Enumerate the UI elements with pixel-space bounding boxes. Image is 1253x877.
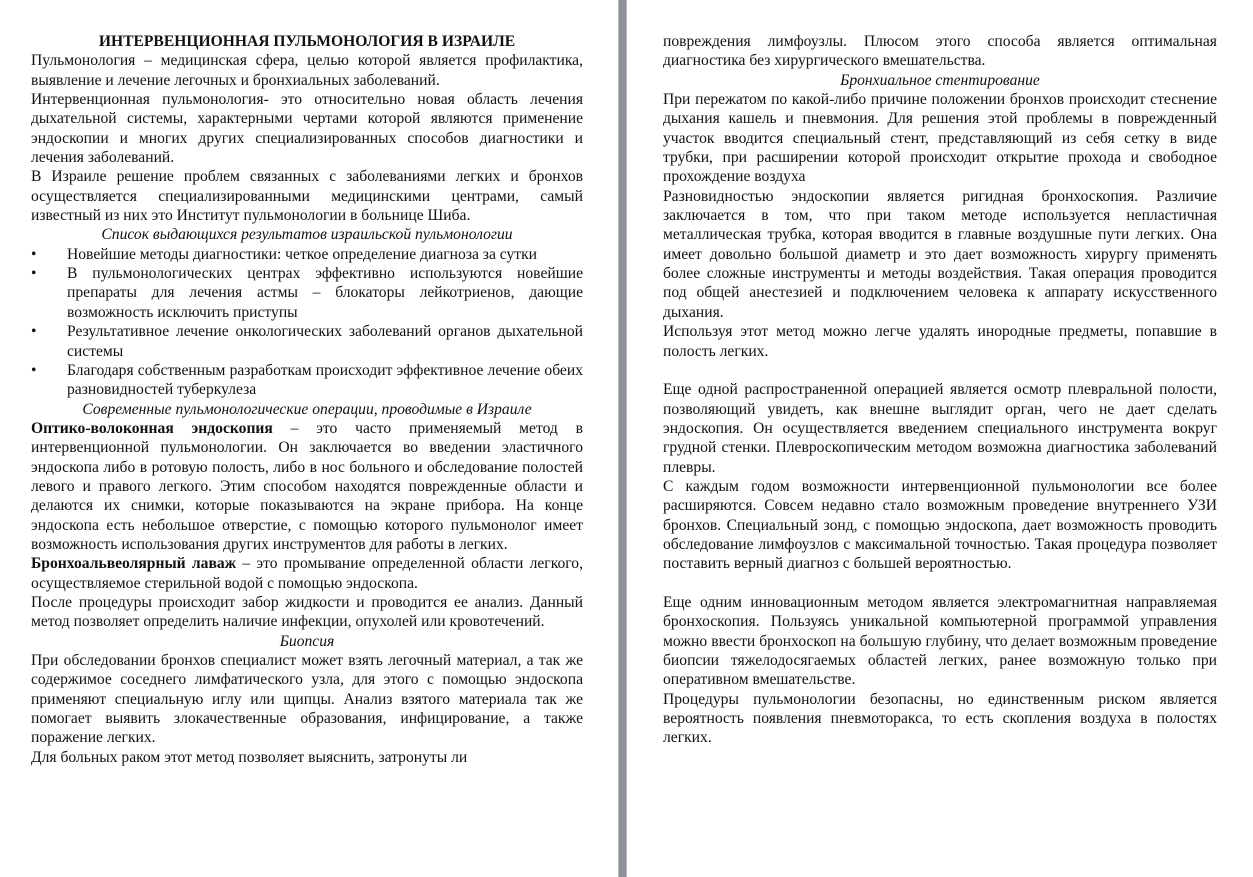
paragraph-ultrasound: С каждым годом возможности интервенционной пульмонологии все более расширяются. Совсем недавно стало возможным проведение внутреннего УЗИ бронхов. Специальный зонд, с помощью эндоскопа, дает возможность проводить обследование лимфоузлов с максимальной точностью. Такая процедура позволяет поставить верный диагноз с большей вероятностью. — [663, 477, 1217, 573]
paragraph-lavage — [31, 554, 583, 593]
paragraph-biopsy: При обследовании бронхов специалист может взять легочный материал, а так же содержимое соседнего лимфатического узла, для этого с помощью эндоскопа применяют специальную иглу или щипцы. Анализ взятого материала так же помогает выявить злокачественные образования, инфицирование, а также поражение легких. — [31, 652, 583, 747]
list-item: • В пульмонологических центрах эффективно используются новейшие препараты для лечения астмы – блокаторы лейкотриенов, дающие возможность исключить приступы — [31, 264, 583, 322]
paragraph-intro: Пульмонология – медицинская сфера, целью которой является профилактика, выявление и лечение легочных и бронхиальных заболеваний. — [31, 52, 583, 89]
stenting-heading: Бронхиальное стентирование — [840, 71, 1040, 89]
term-optic: Оптико-волоконная эндоскопия — [31, 419, 273, 437]
paragraph-rigid-bronchoscopy: Разновидностью эндоскопии является ригидная бронхоскопия. Различие заключается в том, что при таком методе используется непластичная металлическая трубка, которая вводится в главные воздушные пути легких. Она имеет довольно большой диаметр и это дает возможность хирургу применять более сложные инструменты и методы воздействия. Такая операция проводится под общей анестезией и подключением человека к аппарату искусственного дыхания. — [663, 187, 1217, 321]
paragraph-electromagnetic: Еще одним инновационным методом является электромагнитная направляемая бронхоскопия. Пользуясь уникальной компьютерной программой управления можно ввести бронхоскоп на большую глубину, что делает возможным проведение биопсии тяжелодосягаемых областей легких, ранее возможную только при оперативном вмешательстве. — [663, 593, 1217, 689]
right-column — [663, 32, 1217, 748]
paragraph-interventional: Интервенционная пульмонология- это относительно новая область лечения дыхательной системы, характерными чертами которой являются применение эндоскопии и многих других специализированных способов диагностики и лечения заболеваний. — [31, 91, 583, 167]
optic-text: – это часто применяемый метод в интервенционной пульмонологии. Он заключается во введении эластичного эндоскопа либо в ротовую полость, либо в нос больного и обследование полостей левого и правого легкого. Этим способом находятся поврежденные области и делаются их снимки, которые показываются на экране прибора. На конце эндоскопа есть небольшое отверстие, с помощью которого пульмонолог имеет возможность использования других инструментов для работы в легких. — [31, 419, 584, 553]
results-heading: Список выдающихся результатов израильской пульмонологии — [101, 226, 513, 244]
page-divider — [619, 0, 626, 877]
biopsy-heading: Биопсия — [279, 632, 335, 650]
paragraph-lavage-analysis: После процедуры происходит забор жидкости и проводится ее анализ. Данный метод позволяет определить наличие инфекции, опухолей или кровотечений. — [31, 593, 583, 631]
paragraph-optic-endoscopy — [31, 419, 583, 554]
left-column — [31, 32, 583, 767]
paragraph-safety: Процедуры пульмонологии безопасны, но единственным риском является вероятность появления пневмоторакса, то есть скопления воздуха в полостях легких. — [663, 690, 1217, 747]
results-list — [31, 245, 583, 400]
document-title: ИНТЕРВЕНЦИОННАЯ ПУЛЬМОНОЛОГИЯ В ИЗРАИЛЕ — [98, 33, 516, 50]
paragraph-continuation: повреждения лимфоузлы. Плюсом этого способа является оптимальная диагностика без хирургического вмешательства. — [663, 33, 1217, 70]
paragraph-biopsy-cancer: Для больных раком этот метод позволяет выяснить, затронуты ли — [31, 748, 468, 766]
paragraph-israel: В Израиле решение проблем связанных с заболеваниями легких и бронхов осуществляется специализированными медицинскими центрами, самый известный из них это Институт пульмонологии в больнице Шиба. — [31, 168, 583, 225]
paragraph-stenting: При пережатом по какой-либо причине положении бронхов происходит стеснение дыхания кашель и пневмония. Для решения этой проблемы в поврежденный участок вводится специальный стент, представляющий из себя сетку в виде трубки, при расширении которой происходит открытие прохода и свободное прохождение воздуха — [663, 91, 1217, 186]
spacer — [663, 361, 1217, 380]
list-item: • Результативное лечение онкологических заболеваний органов дыхательной системы — [31, 322, 583, 361]
list-item: • Благодаря собственным разработкам происходит эффективное лечение обеих разновидностей туберкулеза — [31, 361, 583, 400]
operations-heading: Современные пульмонологические операции, проводимые в Израиле — [82, 400, 532, 418]
term-lavage: Бронхоальвеолярный лаваж — [31, 555, 237, 573]
lavage-text: – это промывание определенной области легкого, осуществляемое стерильной водой с помощью эндоскопа. — [31, 555, 583, 592]
paragraph-foreign-bodies: Используя этот метод можно легче удалять инородные предметы, попавшие в полость легких. — [663, 323, 1217, 360]
spacer — [663, 574, 1217, 593]
list-item: • Новейшие методы диагностики: четкое определение диагноза за сутки — [31, 245, 583, 264]
paragraph-pleuroscopy: Еще одной распространенной операцией является осмотр плевральной полости, позволяющий увидеть, как внешне выглядит орган, чего не дает сделать эндоскопия. Он осуществляется введением специального инструмента вокруг грудной стенки. Плевроскопическим методом возможна диагностика заболеваний плевры. — [663, 381, 1217, 476]
